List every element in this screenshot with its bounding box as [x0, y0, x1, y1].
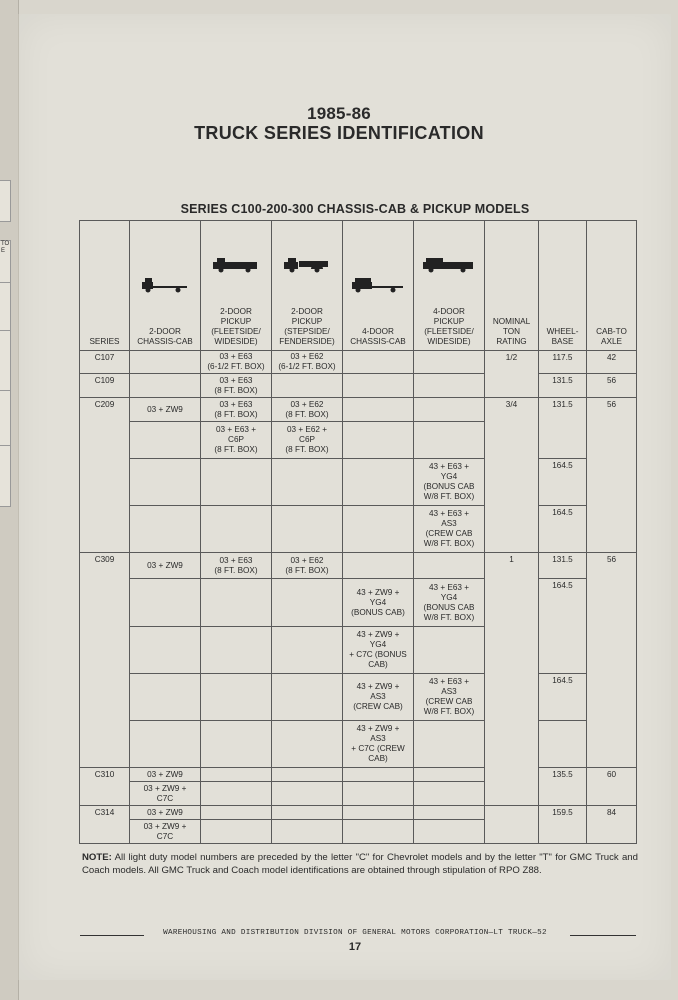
cab-axle-cell: 56: [587, 398, 637, 553]
adjacent-page-fragment: TO: [1, 241, 10, 247]
adjacent-page-edge: [0, 0, 19, 1000]
wheelbase-cell: 164.5: [539, 459, 587, 506]
table-cell: 43 + E63 + AS3 (CREW CAB W/8 FT. BOX): [414, 674, 485, 721]
table-cell: [272, 579, 343, 627]
table-cell: [343, 351, 414, 374]
table-cell: [130, 627, 201, 674]
table-cell: 03 + ZW9 + C7C: [130, 782, 201, 806]
header-wheelbase: WHEEL- BASE: [539, 221, 587, 351]
table-cell: [272, 721, 343, 768]
cab-axle-cell: 60: [587, 768, 637, 806]
table-row: [80, 674, 637, 721]
table-cell: [414, 398, 485, 422]
table-cell: 43 + ZW9 + AS3 + C7C (CREW CAB): [343, 721, 414, 768]
table-cell: 03 + ZW9: [130, 553, 201, 579]
table-cell: [343, 398, 414, 422]
table-cell: [414, 627, 485, 674]
wheelbase-cell: 164.5: [539, 579, 587, 674]
chassis-cab-truck-icon: [142, 277, 188, 293]
table-cell: 03 + ZW9: [130, 398, 201, 422]
table-cell: 03 + ZW9: [130, 768, 201, 782]
table-row: [80, 553, 637, 579]
header-2door-pickup-stepside: 2-DOOR PICKUP (STEPSIDE/ FENDERSIDE): [272, 221, 343, 351]
table-cell: [201, 782, 272, 806]
table-row: [80, 398, 637, 422]
wheelbase-cell: 131.5: [539, 374, 587, 398]
adjacent-page-box: [0, 282, 11, 332]
wheelbase-cell: 164.5: [539, 506, 587, 553]
ton-cell: 3/4: [485, 398, 539, 553]
table-cell: 43 + ZW9 + YG4 + C7C (BONUS CAB): [343, 627, 414, 674]
header-cab-to-axle: CAB-TO AXLE: [587, 221, 637, 351]
table-cell: [539, 721, 587, 768]
table-cell: [414, 374, 485, 398]
table-cell: [272, 820, 343, 844]
table-cell: [272, 782, 343, 806]
table-cell: [201, 627, 272, 674]
cab-axle-cell: 56: [587, 553, 637, 768]
table-cell: 03 + ZW9: [130, 806, 201, 820]
table-row: [80, 374, 637, 398]
wheelbase-cell: 164.5: [539, 674, 587, 721]
table-row: [80, 806, 637, 820]
table-cell: [414, 806, 485, 820]
table-row: [80, 768, 637, 782]
table-cell: [272, 374, 343, 398]
table-cell: 03 + E62 + C6P (8 FT. BOX): [272, 422, 343, 459]
table-cell: [201, 768, 272, 782]
table-cell: [272, 674, 343, 721]
table-cell: [201, 506, 272, 553]
table-cell: 43 + ZW9 + YG4 (BONUS CAB): [343, 579, 414, 627]
page-number: 17: [348, 941, 362, 953]
footnote-label: NOTE:: [82, 852, 112, 863]
table-cell: [414, 721, 485, 768]
adjacent-page-fragment: E: [1, 248, 6, 254]
table-cell: [343, 422, 414, 459]
stepside-pickup-icon: [284, 257, 330, 273]
footnote-text: All light duty model numbers are preceded by the letter "C" for Chevrolet models and by the letter "T" for GMC Truck and Coach models. All GMC Truck and Coach model identifications are obtained through stipulation of RPO Z88.: [82, 852, 638, 876]
table-cell: [130, 579, 201, 627]
header-2door-chassis-cab: 2-DOOR CHASSIS-CAB: [130, 221, 201, 351]
table-cell: [414, 422, 485, 459]
header-2door-pickup-fleetside: 2-DOOR PICKUP (FLEETSIDE/ WIDESIDE): [201, 221, 272, 351]
table-cell: [130, 721, 201, 768]
adjacent-page-box: [0, 445, 11, 507]
table-row: [80, 579, 637, 627]
table-cell: [201, 820, 272, 844]
table-cell: [414, 351, 485, 374]
footnote: [82, 851, 638, 877]
wheelbase-cell: 135.5: [539, 768, 587, 806]
table-cell: [272, 506, 343, 553]
table-cell: 03 + ZW9 + C7C: [130, 820, 201, 844]
table-cell: [414, 553, 485, 579]
table-cell: [343, 374, 414, 398]
header-series: SERIES: [80, 221, 130, 351]
ton-cell: 1: [485, 553, 539, 806]
table-row: [80, 351, 637, 374]
table-cell: [272, 459, 343, 506]
table-cell: [130, 422, 201, 459]
table-cell: [343, 782, 414, 806]
table-row: [80, 459, 637, 506]
table-cell: [130, 351, 201, 374]
table-cell: 43 + E63 + YG4 (BONUS CAB W/8 FT. BOX): [414, 579, 485, 627]
fleetside-pickup-icon: [213, 257, 259, 273]
adjacent-page-box: [0, 390, 11, 447]
series-identification-table: [79, 220, 637, 844]
table-cell: 43 + E63 + AS3 (CREW CAB W/8 FT. BOX): [414, 506, 485, 553]
table-cell: [343, 806, 414, 820]
table-cell: [130, 459, 201, 506]
table-cell: [272, 768, 343, 782]
wheelbase-cell: 117.5: [539, 351, 587, 374]
crew-pickup-icon: [423, 257, 475, 273]
table-cell: 03 + E63 (8 FT. BOX): [201, 553, 272, 579]
table-header-row: [80, 221, 637, 351]
table-cell: [414, 782, 485, 806]
table-cell: [201, 721, 272, 768]
table-cell: [414, 768, 485, 782]
table-cell: [272, 806, 343, 820]
series-cell: C310: [80, 768, 130, 806]
cab-axle-cell: 84: [587, 806, 637, 844]
table-cell: [485, 806, 539, 844]
wheelbase-cell: 159.5: [539, 806, 587, 844]
table-cell: [272, 627, 343, 674]
table-cell: 03 + E63 + C6P (8 FT. BOX): [201, 422, 272, 459]
header-4door-pickup: 4-DOOR PICKUP (FLEETSIDE/ WIDESIDE): [414, 221, 485, 351]
adjacent-page-box: [0, 240, 11, 284]
table-cell: [201, 459, 272, 506]
cab-axle-cell: 42: [587, 351, 637, 374]
series-cell: C209: [80, 398, 130, 553]
table-cell: [130, 674, 201, 721]
series-cell: C109: [80, 374, 130, 398]
table-cell: [343, 553, 414, 579]
wheelbase-cell: 131.5: [539, 398, 587, 459]
table-title: SERIES C100-200-300 CHASSIS-CAB & PICKUP MODELS: [180, 202, 530, 216]
table-cell: 03 + E63 (8 FT. BOX): [201, 374, 272, 398]
crew-chassis-cab-icon: [352, 277, 404, 293]
table-cell: [343, 820, 414, 844]
table-cell: [130, 374, 201, 398]
page-title: TRUCK SERIES IDENTIFICATION: [194, 123, 484, 143]
table-cell: [201, 674, 272, 721]
series-cell: C107: [80, 351, 130, 374]
table-cell: [343, 459, 414, 506]
header-4door-chassis-cab: 4-DOOR CHASSIS-CAB: [343, 221, 414, 351]
page-year: 1985-86: [307, 104, 371, 123]
table-cell: [343, 768, 414, 782]
header-nominal-ton: NOMINAL TON RATING: [485, 221, 539, 351]
series-cell: C314: [80, 806, 130, 844]
table-cell: [130, 506, 201, 553]
table-cell: [414, 820, 485, 844]
wheelbase-cell: 131.5: [539, 553, 587, 579]
cab-axle-cell: 56: [587, 374, 637, 398]
adjacent-page-box: [0, 330, 11, 392]
table-row: [80, 721, 637, 768]
table-cell: [201, 806, 272, 820]
table-row: [80, 506, 637, 553]
footer-division: WAREHOUSING AND DISTRIBUTION DIVISION OF GENERAL MOTORS CORPORATION—LT TRUCK—52: [163, 929, 547, 937]
table-cell: [343, 506, 414, 553]
table-cell: 43 + E63 + YG4 (BONUS CAB W/8 FT. BOX): [414, 459, 485, 506]
series-cell: C309: [80, 553, 130, 768]
table-cell: [201, 579, 272, 627]
table-cell: 03 + E63 (8 FT. BOX): [201, 398, 272, 422]
table-cell: 03 + E63 (6-1/2 FT. BOX): [201, 351, 272, 374]
table-cell: 03 + E62 (8 FT. BOX): [272, 553, 343, 579]
table-cell: 43 + ZW9 + AS3 (CREW CAB): [343, 674, 414, 721]
ton-cell: 1/2: [485, 351, 539, 398]
table-cell: 03 + E62 (8 FT. BOX): [272, 398, 343, 422]
table-cell: 03 + E62 (6-1/2 FT. BOX): [272, 351, 343, 374]
